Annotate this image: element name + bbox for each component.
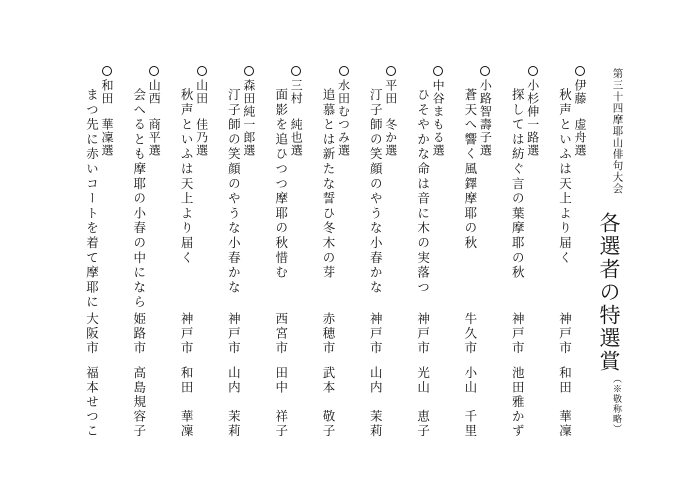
- honorifics-note: （※敬称略）: [611, 374, 621, 434]
- haiku-text: 追慕とは新たな誓ひ冬木の芽: [321, 88, 336, 281]
- author-city: 神戸市: [557, 312, 573, 356]
- haiku-text: ひそやかな命は音に木の実落つ: [415, 88, 431, 296]
- author-name: 池田雅かず: [510, 366, 526, 439]
- author-name: 山内 茉莉: [226, 366, 242, 439]
- author-name: 和田 華凜: [557, 366, 573, 439]
- author-city: 大阪市: [84, 312, 100, 356]
- selector-label: 山西 商平選: [147, 79, 162, 157]
- selector-name: [432, 66, 444, 157]
- selector-name: [148, 66, 160, 157]
- author-city: 神戸市: [368, 312, 384, 356]
- page-heading: 各選者の特選賞: [597, 212, 621, 373]
- selector-label: 小杉伸一路選: [525, 79, 540, 157]
- haiku-text: まつ先に赤いコートを着て摩耶に: [84, 88, 100, 310]
- circle-mark-icon: [386, 66, 396, 76]
- selector-label: 森田純一郎選: [241, 79, 256, 157]
- author-name: 高島規容子: [131, 366, 147, 439]
- haiku-text: 会へるとも摩耶の小春の中になら: [131, 88, 147, 310]
- selector-label: 三村 純也選: [289, 79, 304, 157]
- selector-label: 小路智壽子選: [478, 79, 493, 157]
- author-name: 山内 茉莉: [368, 366, 384, 439]
- selector-name: [574, 66, 586, 157]
- selector-name: [479, 66, 491, 157]
- selector-name: [338, 66, 350, 157]
- author-name: 光山 恵子: [415, 366, 431, 439]
- selector-label: 水田むつみ選: [336, 79, 351, 157]
- author-city: 赤穂市: [321, 312, 336, 356]
- circle-mark-icon: [339, 66, 349, 76]
- author-city: 西宮市: [273, 312, 289, 356]
- selector-name: [196, 66, 208, 157]
- haiku-text: 秋声といふは天上より届く: [557, 88, 573, 266]
- haiku-text: 汀子師の笑顔のやうな小春かな: [226, 88, 242, 296]
- circle-mark-icon: [244, 66, 254, 76]
- selector-name: [527, 66, 539, 157]
- selector-name: [290, 66, 302, 157]
- author-city: 神戸市: [510, 312, 526, 356]
- selector-label: 伊藤 虚舟選: [573, 79, 587, 157]
- circle-mark-icon: [149, 66, 159, 76]
- circle-mark-icon: [480, 66, 490, 76]
- author-city: 牛久市: [462, 312, 478, 356]
- haiku-text: 秋声といふは天上より届く: [179, 88, 195, 266]
- selector-label: 中谷まもる選: [431, 79, 446, 157]
- author-name: 福本せつこ: [84, 366, 100, 439]
- author-name: 小山 千里: [462, 366, 478, 439]
- author-city: 神戸市: [415, 312, 431, 356]
- author-name: 田中 祥子: [273, 366, 289, 439]
- circle-mark-icon: [102, 66, 112, 76]
- selector-label: 和田 華凜選: [100, 79, 114, 157]
- author-name: 和田 華凜: [179, 366, 195, 439]
- circle-mark-icon: [291, 66, 301, 76]
- circle-mark-icon: [433, 66, 443, 76]
- haiku-text: 汀子師の笑顔のやうな小春かな: [368, 88, 384, 296]
- haiku-text: 探しては紡ぐ言の葉摩耶の秋: [510, 88, 526, 281]
- author-city: 神戸市: [179, 312, 195, 356]
- circle-mark-icon: [575, 66, 585, 76]
- circle-mark-icon: [197, 66, 207, 76]
- author-name: 武本 敬子: [321, 366, 336, 439]
- selector-label: 平田 冬か選: [383, 79, 398, 157]
- circle-mark-icon: [528, 66, 538, 76]
- selector-name: [385, 66, 397, 157]
- haiku-text: 蒼天へ響く風鐸摩耶の秋: [462, 88, 478, 251]
- author-city: 神戸市: [226, 312, 242, 356]
- author-city: 姫路市: [131, 312, 147, 356]
- event-title: 第三十四摩耶山俳句大会: [611, 68, 624, 195]
- haiku-text: 面影を追ひつつ摩耶の秋惜む: [273, 88, 289, 281]
- selector-name: [101, 66, 113, 157]
- selector-label: 山田 佳乃選: [194, 79, 209, 157]
- selector-name: [243, 66, 255, 157]
